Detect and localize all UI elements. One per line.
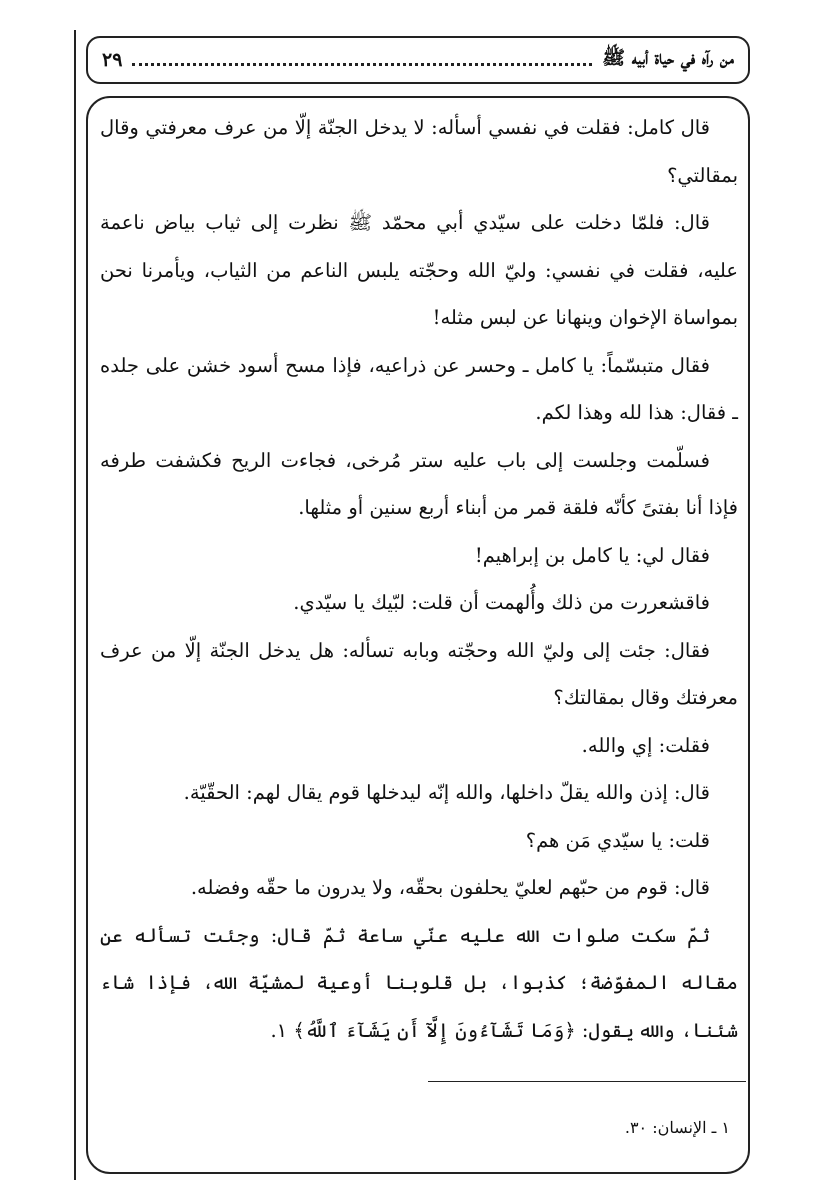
paragraph: قال كامل: فقلت في نفسي أسأله: لا يدخل الجنّة إلّا من عرف معرفتي وقال بمقالتي؟ [100,116,738,187]
margin-rule [74,30,76,1180]
paragraph: قلت: يا سيّدي مَن هم؟ [525,828,710,852]
paragraph: فسلّمت وجلست إلى باب عليه ستر مُرخى، فجاءت الريح فكشفت طرفه فإذا أنا بفتىً كأنّه فلقة قمر من أبناء أربع سنين أو مثلها. [100,448,738,519]
paragraph: فقال متبسّماً: يا كامل ـ وحسر عن ذراعيه، فإذا مسح أسود خشن على جلده ـ فقال: هذا لله وهذا لكم. [100,353,738,424]
paragraph: ثمّ سكت صلوات الله عليه عنّي ساعة ثمّ قال: وجئت تسأله عن مقاله المفوّضة؛ كذبوا، بل قلوبنا أوعية لمشيّة الله، فإذا شاء شئنا، والله يقول: ﴿وَمَا تَشَآءُونَ إِلَّآ أَن يَشَآءَ ٱللَّهُ﴾ ١. [100,923,738,1042]
page-number: ٢٩ [102,49,123,71]
footnote: ١ ـ الإنسان: ٣٠. [624,1118,730,1137]
footnote-separator [428,1081,746,1082]
page-header [86,36,750,84]
paragraph: قال: قوم من حبّهم لعليّ يحلفون بحقّه، ولا يدرون ما حقّه وفضله. [190,876,710,899]
paragraph: قال: إذن والله يقلّ داخلها، والله إنّه ليدخلها قوم يقال لهم: الحقّيّة. [183,781,710,804]
paragraph: فقلت: إي والله. [581,733,710,757]
running-title: من رآه في حياة أبيه ﷺ [602,47,734,69]
paragraph: فقال: جئت إلى وليّ الله وحجّته وبابه تسأله: هل يدخل الجنّة إلّا من عرف معرفتك وقال بمقالتك؟ [100,638,738,709]
paragraph: فقال لي: يا كامل بن إبراهيم! [474,543,710,567]
leader-dots [132,51,592,66]
paragraph: قال: فلمّا دخلت على سيّدي أبي محمّد ﷺ نظرت إلى ثياب بياض ناعمة عليه، فقلت في نفسي: وليّ الله وحجّته يلبس الناعم من الثياب، ويأمرنا نحن بمواساة الإخوان وينهانا عن لبس مثله! [100,211,738,329]
body-text [100,104,738,1054]
paragraph: فاقشعررت من ذلك وأُلهمت أن قلت: لبّيك يا سيّدي. [293,591,710,614]
